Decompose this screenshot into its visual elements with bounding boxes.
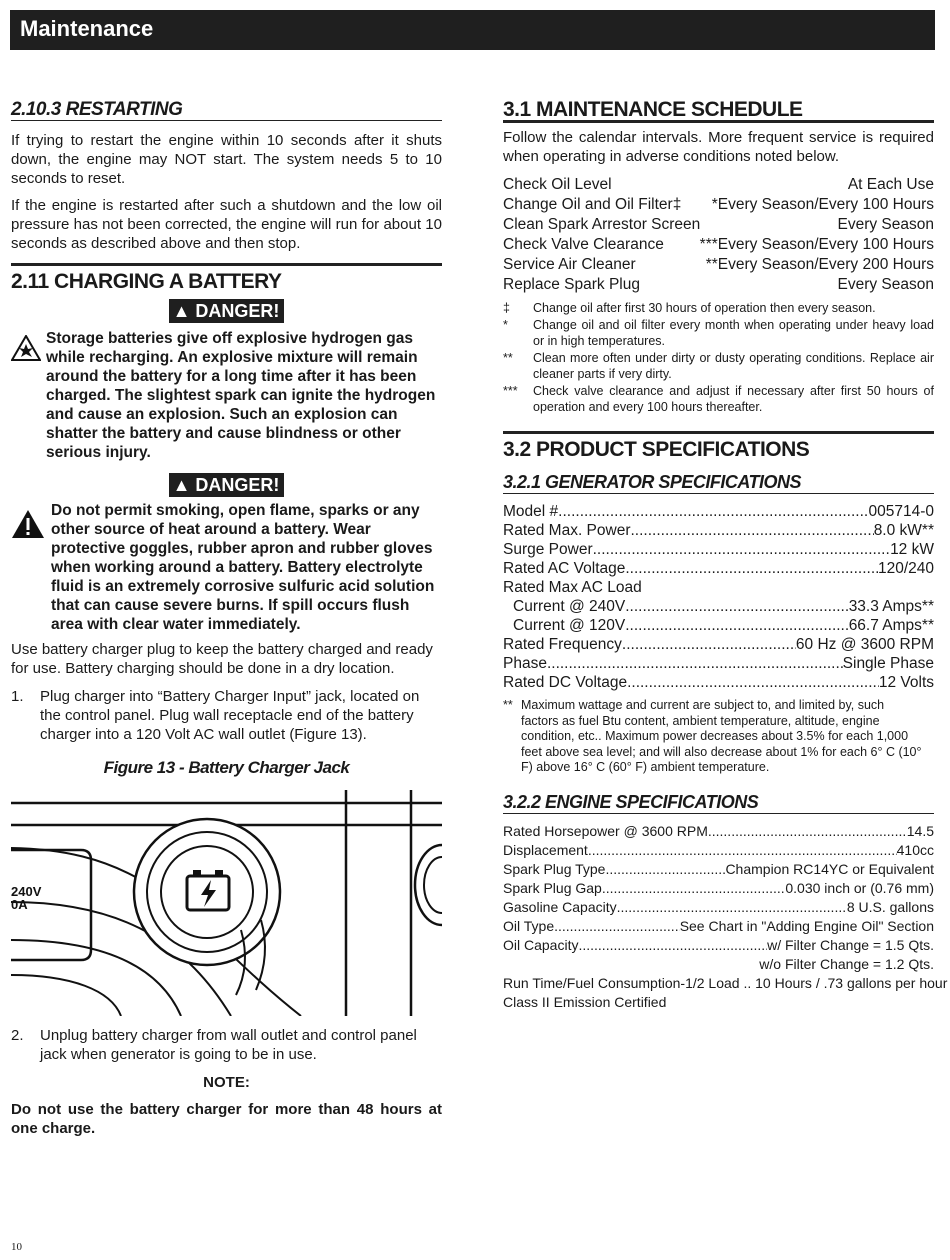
spec-row: Class II Emission Certified bbox=[503, 993, 667, 1010]
restart-paragraph-1: If trying to restart the engine within 10 seconds after it shuts down, the engine may NOT start. The system needs 5 to 10 seconds to reset. bbox=[11, 132, 442, 187]
generator-specs-heading: 3.2.1 GENERATOR SPECIFICATIONS bbox=[503, 472, 802, 492]
schedule-note: ** Clean more often under dirty or dusty operating conditions. Replace air cleaner parts if very dirty. bbox=[503, 351, 934, 381]
danger-text-1: Storage batteries give off explosive hydrogen gas while recharging. An explosive mixture will remain around the battery for a long time after it has been charged. The slightest spark can ignite the hydrogen and cause an explosion. Such an explosion can shatter the battery and cause blindness or other serious injury. bbox=[46, 330, 436, 461]
spec-row: Current @ 120V ..... 66.7 Amps** bbox=[503, 616, 934, 635]
schedule-row: Check Oil Level At Each Use bbox=[503, 176, 934, 193]
step-1-number: 1. bbox=[11, 688, 24, 705]
schedule-heading: 3.1 MAINTENANCE SCHEDULE bbox=[503, 98, 803, 121]
engine-specs-rule bbox=[503, 813, 934, 814]
section-banner bbox=[10, 10, 935, 50]
step-2 bbox=[11, 1026, 442, 1064]
danger-block-1 bbox=[11, 329, 442, 462]
schedule-row: Replace Spark Plug Every Season bbox=[503, 276, 934, 293]
spec-row: Rated Horsepower @ 3600 RPM ..... 14.5 bbox=[503, 822, 934, 841]
svg-text:0A: 0A bbox=[11, 897, 28, 912]
warning-triangle-icon: ▲ bbox=[172, 475, 191, 495]
figure-caption: Figure 13 - Battery Charger Jack bbox=[103, 758, 350, 777]
generator-specs-note: ** Maximum wattage and current are subject to, and limited by, such factors as fuel Btu content, ambient temperature, altitude, engine condition, etc.. Maximum power decreases about 3.5% for each 1,000 feet above sea level; and will also decrease about 1% for each 6° C (10° F) above 16° C (60° F) ambient temperature. bbox=[503, 698, 922, 774]
engine-specs-table bbox=[503, 822, 948, 1012]
spec-row: Oil Capacity ..... w/ Filter Change = 1.5 Qts. bbox=[503, 936, 934, 955]
spec-row: Rated Max. Power ..... 8.0 kW** bbox=[503, 521, 934, 540]
note-label: NOTE: bbox=[203, 1074, 250, 1091]
exclamation-warning-icon bbox=[11, 509, 45, 539]
panel-voltage-label: 240V bbox=[11, 884, 42, 899]
spec-row: Run Time/Fuel Consumption-1/2 Load .. 10 Hours / .73 gallons per hour bbox=[503, 974, 948, 991]
schedule-row: Check Valve Clearance ***Every Season/Every 100 Hours bbox=[503, 236, 934, 253]
spec-row: Rated AC Voltage ..... 120/240 bbox=[503, 559, 934, 578]
spec-row: Rated Max AC Load bbox=[503, 579, 642, 596]
danger-label-1: ▲ DANGER! bbox=[11, 299, 442, 323]
generator-specs-table bbox=[503, 502, 934, 692]
spec-row: Spark Plug Type ..... Champion RC14YC or Equivalent bbox=[503, 860, 934, 879]
restart-rule bbox=[11, 120, 442, 121]
warning-triangle-icon: ▲ bbox=[172, 301, 191, 321]
schedule-row: Service Air Cleaner **Every Season/Every 200 Hours bbox=[503, 256, 934, 273]
spec-row: w/o Filter Change = 1.2 Qts. bbox=[759, 955, 934, 972]
spec-row: Surge Power ..... 12 kW bbox=[503, 540, 934, 559]
schedule-note: * Change oil and oil filter every month when operating under heavy load or in high temperatures. bbox=[503, 318, 934, 348]
page-number: 10 bbox=[11, 1241, 22, 1253]
spec-row: Phase ..... Single Phase bbox=[503, 654, 934, 673]
step-1-text: Plug charger into “Battery Charger Input” jack, located on the control panel. Plug wall receptacle end of the battery charger into a 120 Volt AC wall outlet (Figure 13). bbox=[40, 688, 420, 743]
schedule-row: Clean Spark Arrestor Screen Every Season bbox=[503, 216, 934, 233]
spec-row: Rated Frequency ..... 60 Hz @ 3600 RPM bbox=[503, 635, 934, 654]
danger-text-2: Do not permit smoking, open flame, sparks or any other source of heat around a battery. Wear protective goggles, rubber apron and rubber gloves when working around a battery. Battery electrolyte fluid is an extremely corrosive sulfuric acid solution that can cause severe burns. If spill occurs flush area with clear water immediately. bbox=[51, 502, 435, 633]
banner-title: Maintenance bbox=[20, 16, 154, 41]
spec-row: Oil Type ..... See Chart in "Adding Engine Oil" Section bbox=[503, 917, 934, 936]
restart-paragraph-2: If the engine is restarted after such a shutdown and the low oil pressure has not been corrected, the engine will run for about 10 seconds as described above and then stop. bbox=[11, 197, 442, 252]
schedule-row: Change Oil and Oil Filter‡ *Every Season/Every 100 Hours bbox=[503, 196, 934, 213]
spec-row: Model # ..... 005714-0 bbox=[503, 502, 934, 521]
spec-row: Gasoline Capacity ..... 8 U.S. gallons bbox=[503, 898, 934, 917]
charger-usage-text: Use battery charger plug to keep the battery charged and ready for use. Battery charging should be done in a dry location. bbox=[11, 641, 433, 677]
spec-row: Rated DC Voltage ..... 12 Volts bbox=[503, 673, 934, 692]
spec-row: Displacement ..... 410cc bbox=[503, 841, 934, 860]
left-column bbox=[11, 100, 442, 1138]
battery-charger-jack-figure bbox=[11, 790, 442, 1016]
schedule-intro: Follow the calendar intervals. More frequent service is required when operating in adverse conditions noted below. bbox=[503, 129, 934, 165]
schedule-note: ‡ Change oil after first 30 hours of operation then every season. bbox=[503, 301, 876, 315]
danger-label-2: ▲ DANGER! bbox=[11, 473, 442, 497]
specs-rule bbox=[503, 431, 934, 434]
schedule-table bbox=[503, 175, 934, 295]
spec-row: Spark Plug Gap ..... 0.030 inch or (0.76 mm) bbox=[503, 879, 934, 898]
danger-block-2 bbox=[11, 501, 442, 634]
spec-row: Current @ 240V ..... 33.3 Amps** bbox=[503, 597, 934, 616]
step-1 bbox=[11, 687, 442, 744]
specs-heading: 3.2 PRODUCT SPECIFICATIONS bbox=[503, 438, 810, 461]
note-text: Do not use the battery charger for more than 48 hours at one charge. bbox=[11, 1101, 442, 1137]
right-column bbox=[503, 98, 948, 1012]
explosion-hazard-icon bbox=[11, 335, 41, 361]
generator-specs-rule bbox=[503, 493, 934, 494]
step-2-text: Unplug battery charger from wall outlet and control panel jack when generator is going to be in use. bbox=[40, 1027, 417, 1063]
engine-specs-heading: 3.2.2 ENGINE SPECIFICATIONS bbox=[503, 791, 759, 812]
charging-rule bbox=[11, 263, 442, 266]
step-2-number: 2. bbox=[11, 1027, 24, 1044]
charging-heading: 2.11 CHARGING A BATTERY bbox=[11, 270, 282, 293]
restart-heading: 2.10.3 RESTARTING bbox=[11, 99, 183, 120]
schedule-note: *** Check valve clearance and adjust if necessary after first 50 hours of operation and every 100 hours thereafter. bbox=[503, 384, 934, 414]
schedule-notes bbox=[503, 300, 934, 415]
